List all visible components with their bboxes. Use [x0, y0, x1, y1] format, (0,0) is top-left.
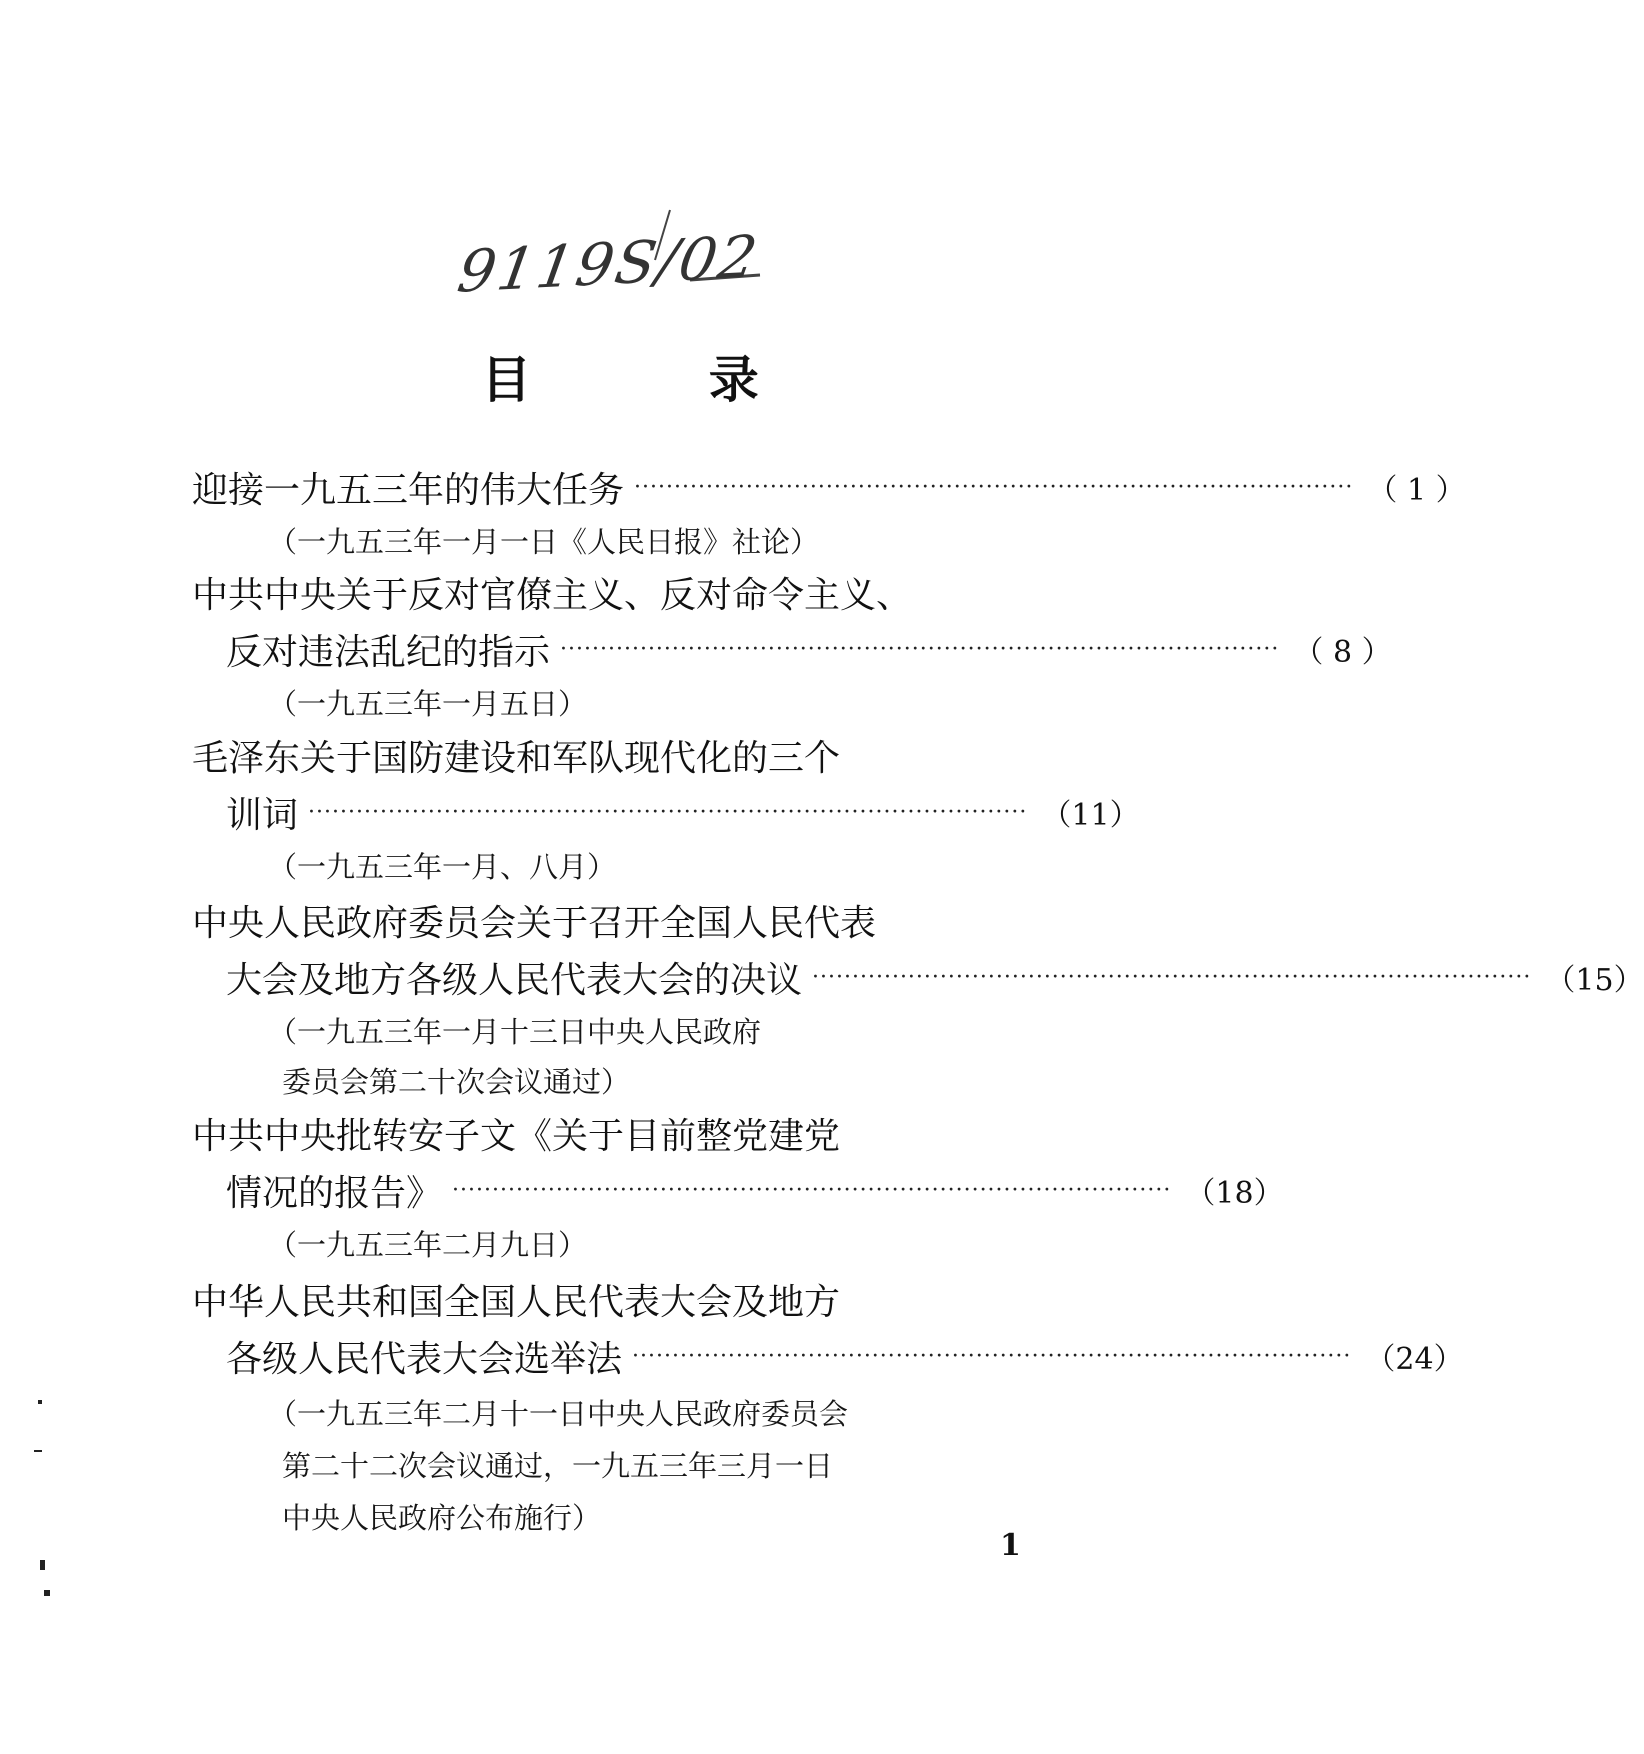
- entry-title-line: 中华人民共和国全国人民代表大会及地方: [192, 1281, 841, 1323]
- leader-dots: ··························································································: [452, 1177, 1172, 1203]
- page-number: 1: [1000, 1528, 1021, 1563]
- toc-entry-5[interactable]: [226, 1163, 1284, 1217]
- leader-dots: ··························································································: [308, 799, 1028, 825]
- scan-speck: [44, 1590, 50, 1596]
- leader-dots: ··························································································: [560, 636, 1280, 662]
- entry-page: （24）: [1365, 1342, 1464, 1377]
- leader-dots: ··························································································: [634, 474, 1354, 500]
- entry-title-line: 反对违法乱纪的指示: [226, 631, 551, 673]
- scan-speck: [38, 1400, 42, 1404]
- entry-title-line: 中共中央关于反对官僚主义、反对命令主义、: [192, 574, 913, 616]
- scan-speck: [34, 1450, 42, 1452]
- entry-note: （一九五三年二月九日）: [268, 1228, 588, 1262]
- toc-entry-6-line-1[interactable]: [192, 1272, 840, 1326]
- entry-title-line: 训词: [226, 794, 299, 836]
- entry-note: （一九五三年二月十一日中央人民政府委员会: [268, 1397, 849, 1431]
- toc-entry-4[interactable]: [226, 950, 1644, 1004]
- entry-note: 中央人民政府公布施行）: [282, 1501, 602, 1535]
- toc-entry-2[interactable]: [226, 622, 1392, 676]
- toc-entry-6[interactable]: [226, 1329, 1464, 1383]
- entry-page: （18）: [1185, 1176, 1284, 1211]
- entry-note: （一九五三年一月一日《人民日报》社论）: [268, 525, 820, 559]
- entry-note: （一九五三年一月五日）: [268, 687, 588, 721]
- toc-entry-2-line-1[interactable]: [192, 565, 912, 619]
- entry-title-line: 中央人民政府委员会关于召开全国人民代表: [192, 902, 877, 944]
- scan-speck: [40, 1560, 45, 1570]
- entry-page: （ 8 ）: [1293, 635, 1392, 670]
- toc-entry-4-line-1[interactable]: [192, 893, 876, 947]
- leader-dots: ··························································································: [812, 964, 1532, 990]
- entry-title-line: 大会及地方各级人民代表大会的决议: [226, 959, 803, 1001]
- entry-page: （11）: [1041, 798, 1140, 833]
- toc-entry-3[interactable]: [226, 785, 1140, 839]
- toc-entry-3-line-1[interactable]: [192, 728, 840, 782]
- entry-page: （15）: [1545, 963, 1644, 998]
- entry-note: 第二十二次会议通过，一九五三年三月一日: [282, 1449, 834, 1483]
- entry-title-line: 迎接一九五三年的伟大任务: [192, 469, 625, 511]
- entry-title-line: 情况的报告》: [226, 1172, 443, 1214]
- entry-page: （ 1 ）: [1367, 473, 1466, 508]
- leader-dots: ··························································································: [632, 1343, 1352, 1369]
- entry-title-line: 各级人民代表大会选举法: [226, 1338, 623, 1380]
- entry-note: （一九五三年一月、八月）: [268, 850, 617, 884]
- entry-note: 委员会第二十次会议通过）: [282, 1065, 631, 1099]
- handwritten-annotation: [440, 200, 860, 330]
- entry-note: （一九五三年一月十三日中央人民政府: [268, 1015, 762, 1049]
- entry-title-line: 毛泽东关于国防建设和军队现代化的三个: [192, 737, 841, 779]
- handwritten-code: 9119S/02: [453, 222, 764, 306]
- toc-entry-5-line-1[interactable]: [192, 1106, 840, 1160]
- entry-title-line: 中共中央批转安子文《关于目前整党建党: [192, 1115, 841, 1157]
- page-title: 目 录: [481, 351, 839, 409]
- toc-entry-1[interactable]: [192, 460, 1466, 514]
